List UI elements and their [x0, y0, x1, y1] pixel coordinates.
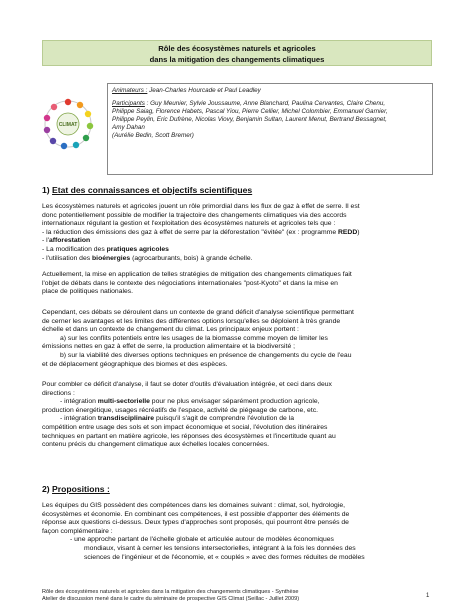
text-line: contenu précis du changement climatique aux échelles locales concernées. — [42, 441, 270, 449]
bullet-bioenergies — [42, 255, 436, 264]
text-line: donc potentiellement possible de modifier la trajectoire des changements climatiques via des accords — [42, 211, 347, 219]
section-1-title: Etat des connaissances et objectifs scientifiques — [52, 185, 253, 195]
bold-span: afforestation — [48, 237, 91, 245]
text-span: - La modification des — [42, 245, 107, 253]
section-2-title: Propositions : — [52, 484, 110, 494]
title-box — [42, 40, 432, 66]
item-transdisciplinaire — [42, 415, 436, 424]
text-line: directions : — [42, 389, 75, 397]
text-line: Actuellement, la mise en application de telles stratégies de mitigation des changements climatiques fait — [42, 271, 352, 278]
animateurs-names: Jean-Charles Hourcade et Paul Leadley — [147, 87, 261, 94]
participants-line-1: : Guy Meunier, Sylvie Joussaume, Anne Blanchard, Paulina Cervantes, Claire Chenu, — [144, 99, 386, 107]
text-span: - l'utilisation des — [42, 254, 93, 262]
participants-label: Participants — [112, 99, 145, 107]
section-1-paragraph-3 — [42, 309, 436, 369]
text-line: échelle et dans un contexte de changement du climat. Les principaux enjeux portent : — [42, 326, 299, 334]
participants-line-5: (Aurélie Bedin, Scott Bremer) — [112, 131, 194, 139]
text-line: place de politiques nationales. — [42, 288, 134, 296]
title-line-1: Rôle des écosystèmes naturels et agricoles — [158, 44, 316, 53]
text-span: - intégration — [60, 415, 98, 423]
logo-text: CLIMAT — [58, 122, 78, 128]
bold-span: transdisciplinaire — [97, 415, 155, 423]
text-line: a) sur les conflits potentiels entre les usages de la biomasse comme moyen de limiter les — [60, 334, 328, 342]
gis-climat-logo — [41, 97, 95, 151]
section-1-paragraph-4 — [42, 381, 436, 450]
text-line: Pour combler ce déficit d'analyse, il faut se doter d'outils d'évaluation intégrée, et ceci dans deux — [42, 381, 332, 388]
text-line: Les équipes du GIS possèdent des compétences dans les domaines suivant : climat, sol, hydrologie, — [42, 502, 346, 509]
section-2-paragraph-1 — [42, 502, 436, 562]
author-box — [107, 83, 433, 175]
text-span: - intégration — [60, 398, 98, 406]
item-multisectorielle — [42, 398, 436, 407]
text-line: - une approche partant de l'échelle globale et articulée autour de modèles économiques — [70, 536, 334, 544]
section-2-number: 2) — [42, 484, 53, 494]
section-1-number: 1) — [42, 185, 53, 195]
text-line: façon complémentaire : — [42, 527, 113, 535]
text-line: l'objet de débats dans le contexte des négociations internationales "post-Kyoto" et dans la mise en — [42, 279, 338, 287]
text-line: émissions nettes en gaz à effet de serre, la production alimentaire et la biodiversité ; — [42, 343, 296, 351]
text-line: Cependant, ces débats se déroulent dans un contexte de grand déficit d'analyse scientifique permettant — [42, 309, 354, 316]
bold-span: pratiques agricoles — [106, 245, 169, 253]
section-1-paragraph-2 — [42, 271, 436, 297]
page-number: 1 — [426, 593, 430, 599]
text-span: ) — [357, 228, 360, 236]
text-line: b) sur la viabilité des diverses options techniques en présence de changements du cycle de l'eau — [60, 351, 352, 359]
text-span: puisqu'il s'agit de comprendre l'évolution de la — [154, 415, 294, 423]
participants-line-2: Philippe Saiag, Florence Habets, Pascal Yiou, Pierre Cellier, Michel Colombier, Emmanuel Garnier, — [112, 107, 388, 115]
text-line: de cerner les avantages et les limites des différentes options lorsqu'elles se déploient à très grande — [42, 317, 341, 325]
bullet-afforestation — [42, 237, 436, 246]
text-line: production énergétique, usages récréatifs de l'espace, activité de piégeage de carbone, etc. — [42, 406, 318, 414]
text-line: écosystèmes et économie. En combinant ces compétences, il est possible d'apporter des éléments de — [42, 510, 350, 518]
text-line: techniques en partant en matière agricole, les réponses des écosystèmes et l'incertitude quant au — [42, 432, 336, 440]
text-span: pour ne plus envisager séparément production agricole, — [149, 398, 320, 406]
text-line: et de déplacement géographique des biomes et des espèces. — [42, 360, 228, 368]
bullet-pratiques — [42, 246, 436, 255]
participants-line-4: Amy Dahan — [112, 123, 145, 131]
text-line: mondiaux, visant à cerner les tensions intersectorielles, intégrant à la fois les données des — [84, 544, 356, 552]
section-1-heading — [42, 185, 252, 195]
bullet-redd — [42, 229, 436, 238]
text-line: sciences de l'ingénieur et de l'économie, et « couplés » avec des formes réduites de modèles — [84, 553, 365, 561]
section-1-paragraph-1 — [42, 203, 436, 263]
bold-span: bioénergies — [92, 254, 131, 262]
text-span: - l' — [42, 237, 49, 245]
text-span: - la réduction des émissions des gaz à effet de serre par la déforestation "évitée" (ex : programme — [42, 228, 338, 236]
title-line-2: dans la mitigation des changements climatiques — [149, 55, 325, 64]
footer-line-1: Rôle des écosystèmes naturels et agricoles dans la mitigation des changements climatiques - Synthèse — [42, 589, 299, 595]
text-line: internationaux régulant la gestion et l'exploitation des écosystèmes naturels et agricoles tels que : — [42, 220, 336, 228]
text-line: compétition entre usage des sols et son impact économique et social, l'évolution des itinéraires — [42, 423, 328, 431]
bold-span: multi-sectorielle — [97, 398, 150, 406]
text-line: réponse aux questions ci-dessus. Deux types d'approches sont proposés, qui pourront être pensés de — [42, 519, 349, 527]
bold-span: REDD — [337, 228, 358, 236]
animateurs-label: Animateurs : — [112, 87, 148, 94]
text-span: (agrocarburants, bois) à grande échelle. — [130, 254, 253, 262]
section-2-heading — [42, 484, 110, 494]
participants-line-3: Philippe Peylin, Eric Dufrène, Nicolas Viovy, Benjamin Sultan, Laurent Menut, Bertrand Bessagnet, — [112, 115, 387, 123]
page-footer — [42, 589, 299, 603]
footer-line-2: Atelier de discussion mené dans le cadre du séminaire de prospective GIS Climat (Seillac - Juillet 2009) — [42, 595, 300, 602]
text-line: Les écosystèmes naturels et agricoles jouent un rôle primordial dans les flux de gaz à effet de serre. Il est — [42, 203, 360, 210]
